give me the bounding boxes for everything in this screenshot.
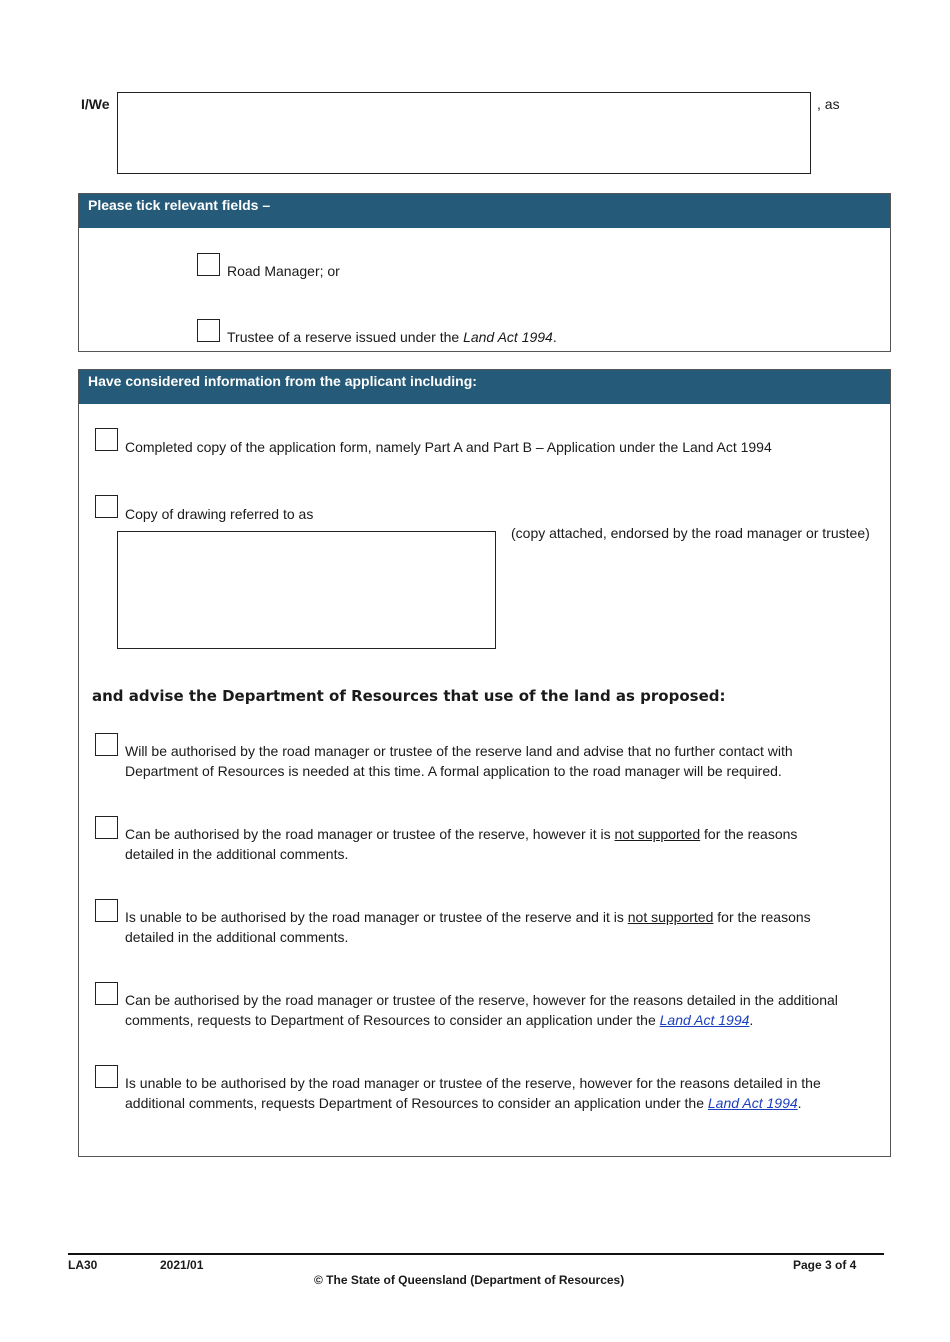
section-header-considered-info: Have considered information from the applicant including: <box>79 370 890 404</box>
application-form-label: Completed copy of the application form, namely Part A and Part B – Application under the Land Act 1994 <box>125 439 772 455</box>
drawing-label: Copy of drawing referred to as <box>125 506 314 522</box>
footer-form-code: LA30 <box>68 1258 98 1272</box>
drawing-reference-field[interactable] <box>117 531 496 649</box>
advice-can-not-supported-line1 <box>125 824 797 844</box>
drawing-checkbox[interactable] <box>95 495 118 518</box>
trustee-label-act: Land Act 1994 <box>463 329 553 345</box>
advice-authorised-checkbox[interactable] <box>95 733 118 756</box>
advice-authorised-text <box>125 741 793 781</box>
advice5-line2 <box>125 1093 821 1113</box>
application-form-checkbox[interactable] <box>95 428 118 451</box>
advice-can-not-supported-text <box>125 824 797 864</box>
iwe-label: I/We <box>81 96 110 112</box>
advice-can-not-supported-checkbox[interactable] <box>95 816 118 839</box>
advice5-line1: Is unable to be authorised by the road manager or trustee of the reserve, however for the reasons detailed in the <box>125 1075 821 1091</box>
advice-unable-not-supported-checkbox[interactable] <box>95 899 118 922</box>
advice2-line1-a: Can be authorised by the road manager or trustee of the reserve, however it is <box>125 826 615 842</box>
advice2-not-supported: not supported <box>614 826 701 842</box>
advice3-not-supported: not supported <box>627 909 714 925</box>
advise-heading: and advise the Department of Resources that use of the land as proposed: <box>92 687 726 705</box>
land-act-link[interactable]: Land Act 1994 <box>707 1095 798 1111</box>
trustee-label <box>227 327 557 347</box>
as-label: , as <box>817 96 840 112</box>
name-input-field[interactable] <box>117 92 811 174</box>
road-manager-checkbox[interactable] <box>197 253 220 276</box>
advice-unable-request-application-text <box>125 1073 821 1113</box>
advice-authorised-line1: Will be authorised by the road manager or trustee of the reserve land and advise that no further contact with <box>125 743 793 759</box>
advice-authorised-line2: Department of Resources is needed at this time. A formal application to the road manager will be required. <box>125 763 782 779</box>
advice-unable-request-application-checkbox[interactable] <box>95 1065 118 1088</box>
trustee-label-suffix: . <box>552 329 557 345</box>
land-act-link[interactable]: Land Act 1994 <box>659 1012 750 1028</box>
advice5-line2-a: additional comments, requests Department of Resources to consider an application under the <box>125 1095 708 1111</box>
advice4-line2-a: comments, requests to Department of Resources to consider an application under the <box>125 1012 660 1028</box>
drawing-note: (copy attached, endorsed by the road manager or trustee) <box>511 525 870 541</box>
footer-copyright: © The State of Queensland (Department of Resources) <box>314 1273 625 1287</box>
advice-unable-not-supported-line1 <box>125 907 811 927</box>
advice-can-request-application-text <box>125 990 838 1030</box>
footer-version: 2021/01 <box>160 1258 204 1272</box>
section-header-tick-fields: Please tick relevant fields – <box>79 194 890 228</box>
trustee-label-prefix: Trustee of a reserve issued under the <box>227 329 464 345</box>
advice5-line2-b: . <box>797 1095 802 1111</box>
road-manager-label: Road Manager; or <box>227 263 340 279</box>
advice-unable-not-supported-text <box>125 907 811 947</box>
trustee-checkbox[interactable] <box>197 319 220 342</box>
footer-page-number: Page 3 of 4 <box>793 1258 857 1272</box>
advice3-line1-b: for the reasons <box>713 909 811 925</box>
advice-can-not-supported-line2: detailed in the additional comments. <box>125 846 349 862</box>
advice-unable-not-supported-line2: detailed in the additional comments. <box>125 929 349 945</box>
advice3-line1-a: Is unable to be authorised by the road manager or trustee of the reserve and it is <box>125 909 628 925</box>
footer-divider <box>68 1253 884 1255</box>
advice4-line2 <box>125 1010 838 1030</box>
advice2-line1-b: for the reasons <box>700 826 798 842</box>
advice4-line1: Can be authorised by the road manager or trustee of the reserve, however for the reasons detailed in the additional <box>125 992 838 1008</box>
advice4-line2-b: . <box>749 1012 754 1028</box>
advice-can-request-application-checkbox[interactable] <box>95 982 118 1005</box>
